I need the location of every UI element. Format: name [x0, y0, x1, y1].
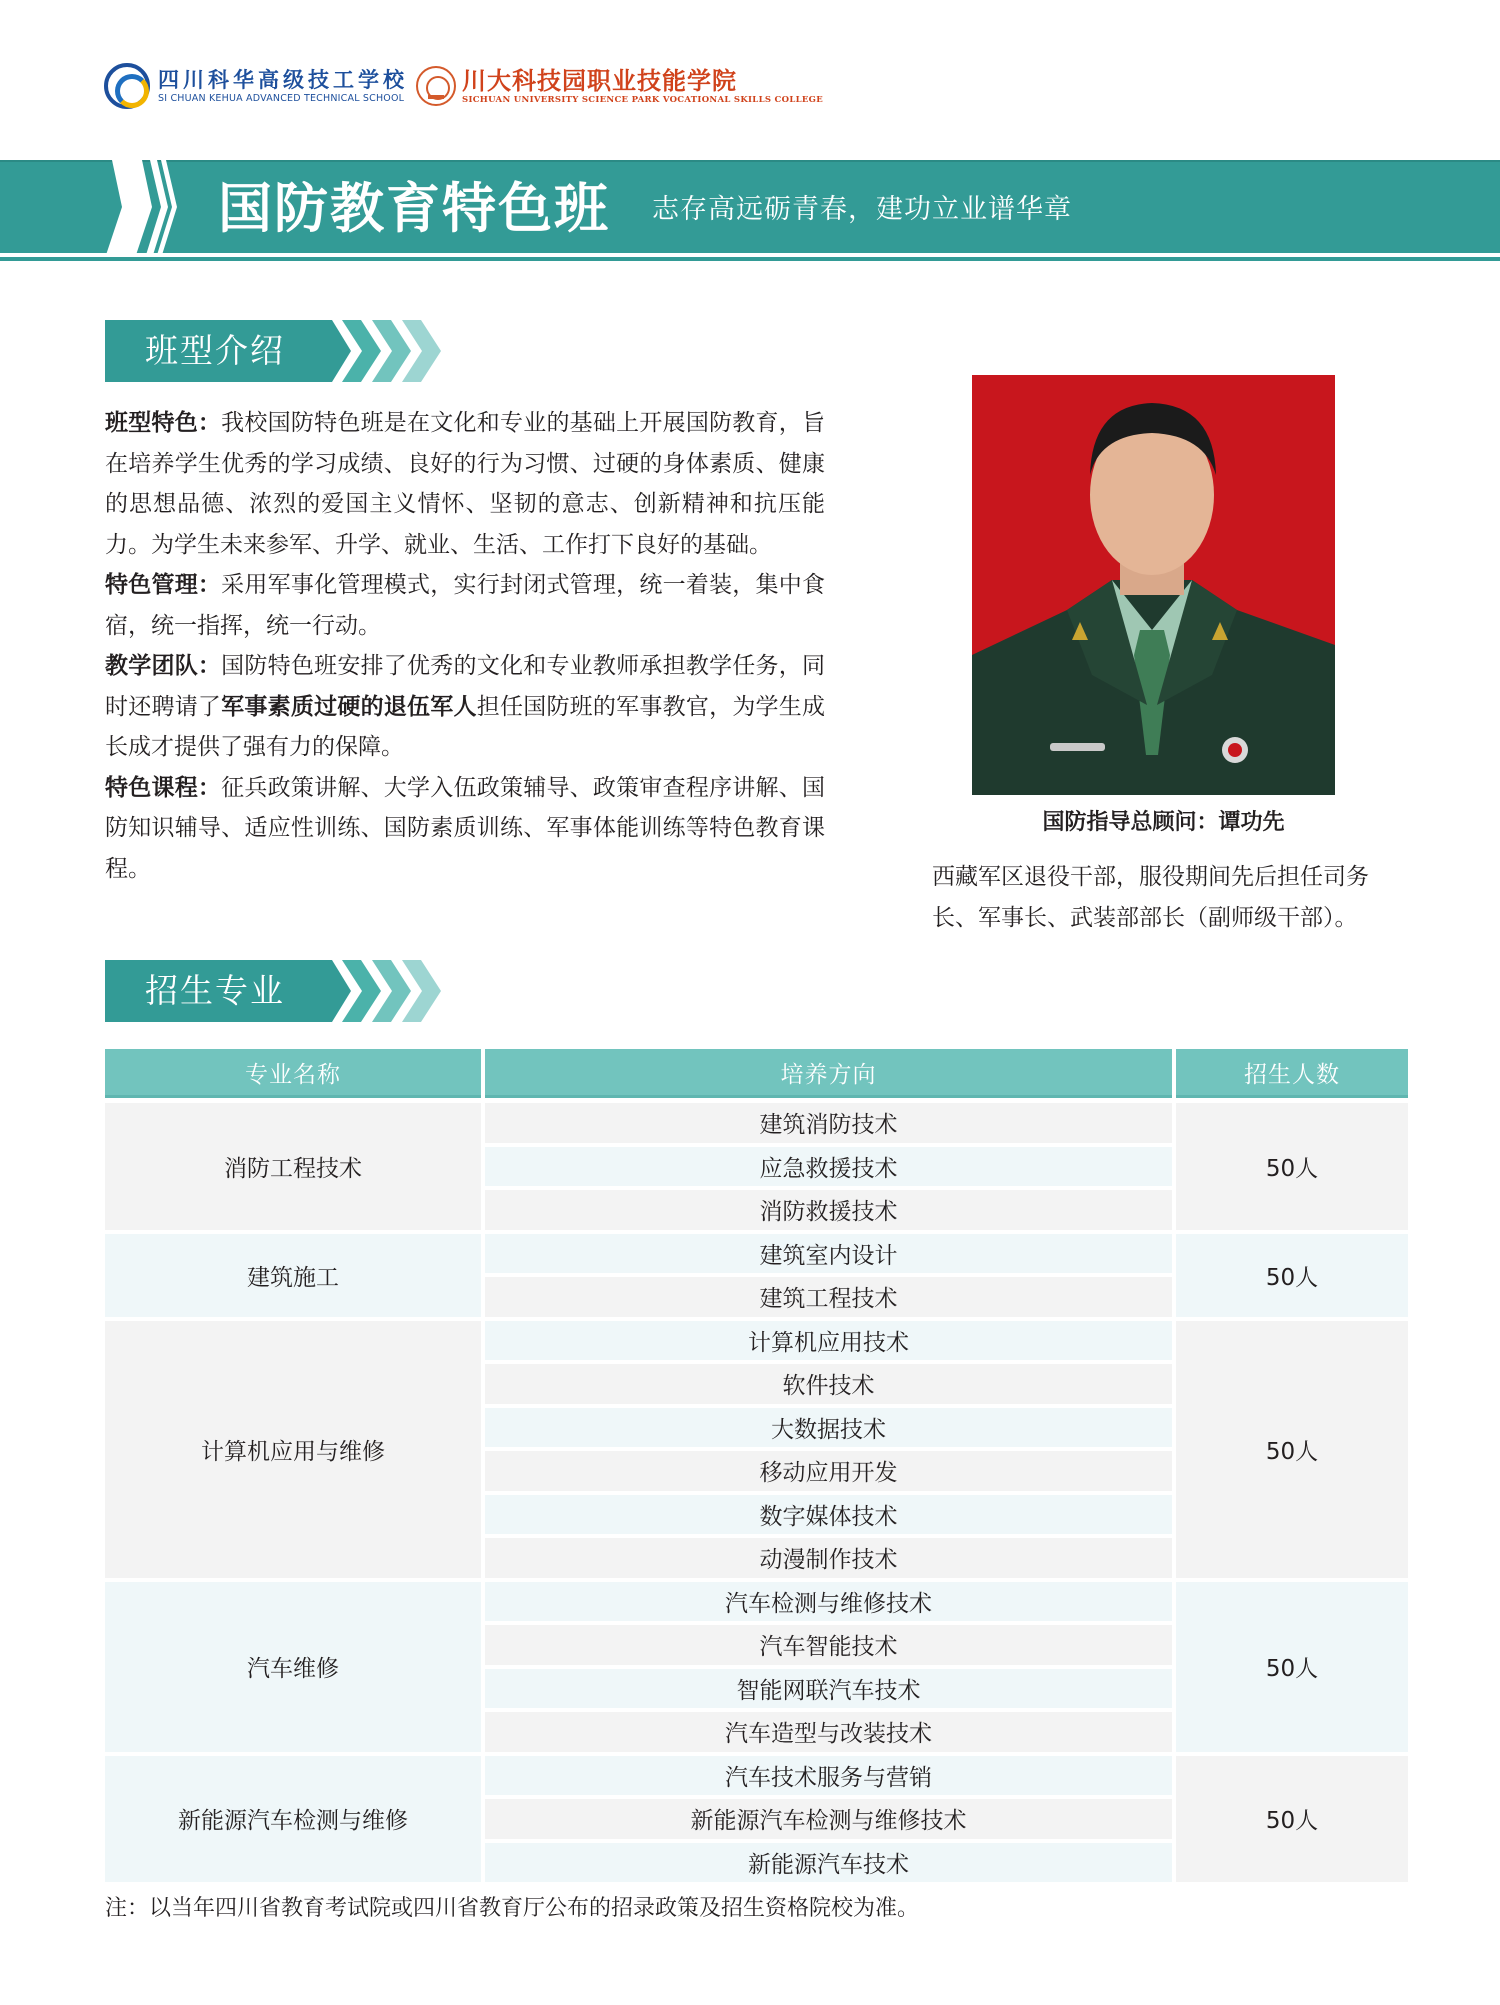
intro-text	[105, 403, 825, 889]
enrollment-count-cell: 50人	[1176, 1234, 1408, 1317]
enrollment-count-cell: 50人	[1176, 1582, 1408, 1752]
paragraph-emphasis: 军事素质过硬的退伍军人	[221, 693, 477, 720]
table-row: 建筑消防技术	[485, 1103, 1172, 1143]
table-row: 动漫制作技术	[485, 1538, 1172, 1578]
section-heading-label: 班型介绍	[145, 331, 285, 370]
table-row: 汽车技术服务与营销	[485, 1756, 1172, 1796]
paragraph-text: 担任国防班的军事教官，为学生成长成才提供了强有力的保障。	[105, 693, 826, 760]
table-row: 新能源汽车技术	[485, 1843, 1172, 1883]
table-row: 移动应用开发	[485, 1451, 1172, 1491]
page-subtitle: 志存高远砺青春，建功立业谱华章	[652, 194, 1072, 225]
enrollment-count-cell: 50人	[1176, 1103, 1408, 1230]
table-row: 消防救援技术	[485, 1190, 1172, 1230]
majors-table	[105, 1049, 1408, 1886]
paragraph-text: 我校国防特色班是在文化和专业的基础上开展国防教育，旨在培养学生优秀的学习成绩、良好的行为习惯、过硬的身体素质、健康的思想品德、浓烈的爱国主义情怀、坚韧的意志、创新精神和抗压能力。为学生未来参军、升学、就业、生活、工作打下良好的基础。	[105, 410, 826, 558]
paragraph-text: 征兵政策讲解、大学入伍政策辅导、政策审查程序讲解、国防知识辅导、适应性训练、国防素质训练、军事体能训练等特色教育课程。	[105, 774, 826, 882]
major-name-cell: 计算机应用与维修	[105, 1321, 481, 1578]
table-row-group	[105, 1321, 1408, 1578]
major-name-cell: 建筑施工	[105, 1234, 481, 1317]
page-title: 国防教育特色班	[218, 177, 610, 240]
paragraph-teaching-team	[105, 646, 825, 768]
table-row: 大数据技术	[485, 1408, 1172, 1448]
scu-park-college-name	[462, 67, 823, 106]
table-row: 计算机应用技术	[485, 1321, 1172, 1361]
kehua-school-name	[158, 68, 408, 105]
logo-bar	[104, 60, 823, 112]
table-row: 汽车造型与改装技术	[485, 1712, 1172, 1752]
table-body	[105, 1103, 1408, 1882]
enrollment-count-cell: 50人	[1176, 1756, 1408, 1883]
table-row-group	[105, 1103, 1408, 1230]
paragraph-label: 教学团队：	[105, 653, 222, 679]
direction-list	[485, 1103, 1172, 1230]
scu-park-college-logo-icon	[416, 66, 456, 106]
major-name-cell: 新能源汽车检测与维修	[105, 1756, 481, 1883]
direction-list	[485, 1582, 1172, 1752]
table-row: 汽车智能技术	[485, 1625, 1172, 1665]
kehua-school-name-en: SI CHUAN KEHUA ADVANCED TECHNICAL SCHOOL	[158, 92, 405, 104]
footnote: 注：以当年四川省教育考试院或四川省教育厅公布的招录政策及招生资格院校为准。	[105, 1896, 920, 1921]
paragraph-text: 国防特色班安排了优秀的文化和专业教师承担教学任务，同时还聘请了	[105, 653, 826, 720]
person-portrait-icon	[972, 375, 1335, 795]
section-heading-intro	[105, 320, 445, 382]
table-row-group	[105, 1234, 1408, 1317]
paragraph-label: 特色课程：	[105, 774, 222, 801]
direction-list	[485, 1756, 1172, 1883]
section-heading-label: 招生专业	[145, 971, 285, 1010]
major-name-cell: 消防工程技术	[105, 1103, 481, 1230]
paragraph-label: 班型特色：	[105, 410, 222, 436]
enrollment-count-cell: 50人	[1176, 1321, 1408, 1578]
chevron-arrows-icon	[0, 160, 240, 255]
table-row: 软件技术	[485, 1364, 1172, 1404]
kehua-school-logo-icon	[104, 63, 150, 109]
scu-park-college-name-en: SICHUAN UNIVERSITY SCIENCE PARK VOCATIONAL SKILLS COLLEGE	[462, 94, 824, 105]
paragraph-class-feature	[105, 403, 825, 565]
table-row-group	[105, 1756, 1408, 1883]
direction-list	[485, 1321, 1172, 1578]
table-row: 数字媒体技术	[485, 1495, 1172, 1535]
table-header	[105, 1049, 1408, 1098]
column-header-count: 招生人数	[1176, 1049, 1408, 1098]
scu-park-college-name-cn: 川大科技园职业技能学院	[462, 65, 737, 95]
title-banner	[0, 160, 1500, 253]
kehua-school-name-cn: 四川科华高级技工学校	[158, 66, 408, 92]
paragraph-courses	[105, 768, 825, 890]
advisor-caption: 国防指导总顾问：谭功先	[1042, 810, 1285, 835]
paragraph-label: 特色管理：	[105, 572, 222, 598]
section-heading-majors	[105, 960, 445, 1022]
column-header-major: 专业名称	[105, 1049, 481, 1098]
column-header-direction: 培养方向	[485, 1049, 1172, 1098]
table-row: 建筑工程技术	[485, 1277, 1172, 1317]
table-row: 建筑室内设计	[485, 1234, 1172, 1274]
advisor-description: 西藏军区退役干部，服役期间先后担任司务长、军事长、武装部部长（副师级干部）。	[932, 864, 1369, 931]
paragraph-management	[105, 565, 825, 646]
table-row: 新能源汽车检测与维修技术	[485, 1799, 1172, 1839]
paragraph-text: 采用军事化管理模式，实行封闭式管理，统一着装，集中食宿，统一指挥，统一行动。	[105, 572, 826, 639]
table-row-group	[105, 1582, 1408, 1752]
table-row: 智能网联汽车技术	[485, 1669, 1172, 1709]
major-name-cell: 汽车维修	[105, 1582, 481, 1752]
table-row: 应急救援技术	[485, 1147, 1172, 1187]
banner-underline	[0, 257, 1500, 261]
direction-list	[485, 1234, 1172, 1317]
table-row: 汽车检测与维修技术	[485, 1582, 1172, 1622]
advisor-photo	[972, 375, 1335, 795]
